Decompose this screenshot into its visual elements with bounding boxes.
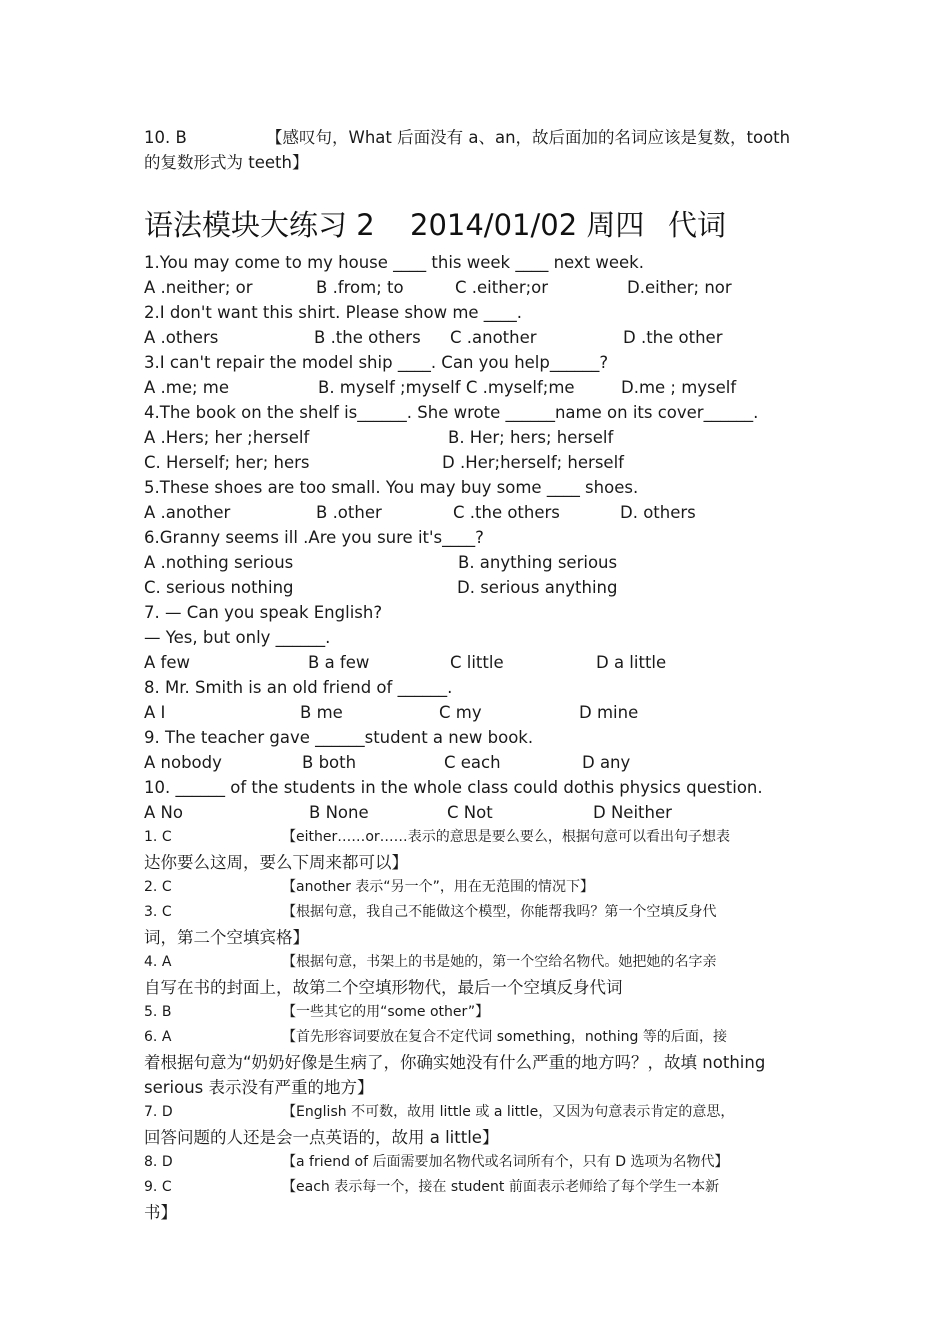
- option: D any: [582, 753, 631, 772]
- answer-explanation: 【感叹句，What 后面没有 a、an，故后面加的名词应该是复数，tooth: [266, 128, 791, 147]
- option: B me: [300, 703, 343, 722]
- answer-row: [0, 825, 950, 850]
- question-text: 2.I don't want this shirt. Please show me ____.: [144, 303, 523, 322]
- question-text: 5.These shoes are too small. You may buy some ____ shoes.: [144, 478, 639, 497]
- answer-number: 3. C: [144, 904, 172, 920]
- question-text: 3.I can't repair the model ship ____. Can you help______?: [144, 353, 609, 372]
- answer-number: 9. C: [144, 1179, 172, 1195]
- question-text: 6.Granny seems ill .Are you sure it's____?: [144, 528, 484, 547]
- option: C my: [439, 703, 482, 722]
- question-text-cont: — Yes, but only ______.: [144, 628, 331, 647]
- option: D.either; nor: [627, 278, 732, 297]
- option: D. others: [620, 503, 696, 522]
- answer-number: 4. A: [144, 954, 172, 970]
- answer-explanation-cont: 自写在书的封面上，故第二个空填形物代，最后一个空填反身代词: [144, 978, 623, 997]
- option: A nobody: [144, 753, 222, 772]
- option: A .me; me: [144, 378, 230, 397]
- answer-explanation: 【each 表示每一个，接在 student 前面表示老师给了每个学生一本新: [282, 1179, 720, 1195]
- option: B. anything serious: [458, 553, 618, 572]
- option: A I: [144, 703, 166, 722]
- answer-row: [0, 1000, 950, 1025]
- answer-number: 8. D: [144, 1154, 173, 1170]
- option: A .others: [144, 328, 219, 347]
- option: D. serious anything: [457, 578, 618, 597]
- answer-explanation: 【a friend of 后面需要加名物代或名词所有个，只有 D 选项为名物代】: [282, 1154, 729, 1170]
- answer-explanation-cont: 着根据句意为“奶奶好像是生病了，你确实她没有什么严重的地方吗？，故填 nothing: [144, 1053, 766, 1072]
- answer-row: [0, 1025, 950, 1050]
- option: D .Her;herself; herself: [442, 453, 624, 472]
- answer-explanation-cont: serious 表示没有严重的地方】: [144, 1078, 374, 1097]
- answer-explanation: 【another 表示“另一个”，用在无范围的情况下】: [282, 879, 595, 895]
- option: A few: [144, 653, 190, 672]
- answer-number: 7. D: [144, 1104, 173, 1120]
- option: D a little: [596, 653, 667, 672]
- option: C .either;or: [455, 278, 549, 297]
- answer-number: 2. C: [144, 879, 172, 895]
- option: C .another: [450, 328, 537, 347]
- option: B a few: [308, 653, 370, 672]
- option: B. myself ;myself C .myself;me: [318, 378, 575, 397]
- answer-explanation: 【一些其它的用“some other”】: [282, 1004, 490, 1020]
- option: C. Herself; her; hers: [144, 453, 310, 472]
- question-text: 7. — Can you speak English?: [144, 603, 383, 622]
- option: B. Her; hers; herself: [448, 428, 614, 447]
- answer-explanation: 【首先形容词要放在复合不定代词 something，nothing 等的后面，接: [282, 1029, 727, 1045]
- intro-line-cont: 的复数形式为 teeth】: [144, 153, 309, 172]
- option: C Not: [447, 803, 493, 822]
- option: C .the others: [453, 503, 560, 522]
- answer-number: 10. B: [144, 128, 187, 147]
- question-text: 10. ______ of the students in the whole class could dothis physics question.: [144, 778, 763, 797]
- option: B .from; to: [316, 278, 404, 297]
- answer-explanation-cont: 达你要么这周，要么下周来都可以】: [144, 853, 408, 872]
- answer-row: [0, 950, 950, 975]
- answer-row: [0, 875, 950, 900]
- option: A .nothing serious: [144, 553, 294, 572]
- question-text: 9. The teacher gave ______student a new book.: [144, 728, 534, 747]
- title-name: 语法模块大练习 2: [144, 208, 375, 242]
- answer-number: 1. C: [144, 829, 172, 845]
- answer-row: [0, 1150, 950, 1175]
- title-topic: 代词: [668, 208, 727, 242]
- answer-explanation-cont: 书】: [144, 1203, 177, 1222]
- option: A .another: [144, 503, 231, 522]
- option: D.me ; myself: [621, 378, 737, 397]
- answer-number: 5. B: [144, 1004, 172, 1020]
- option: A No: [144, 803, 183, 822]
- answer-explanation: 【根据句意，书架上的书是她的，第一个空给名物代。她把她的名字亲: [282, 954, 717, 970]
- answer-explanation-cont: 回答问题的人还是会一点英语的，故用 a little】: [144, 1128, 499, 1147]
- question-text: 1.You may come to my house ____ this week ____ next week.: [144, 253, 644, 272]
- option: A .neither; or: [144, 278, 253, 297]
- answer-explanation: 【根据句意，我自己不能做这个模型，你能帮我吗？第一个空填反身代: [282, 904, 717, 920]
- option: C each: [444, 753, 501, 772]
- option: B .the others: [314, 328, 421, 347]
- option: C little: [450, 653, 504, 672]
- option: D .the other: [623, 328, 723, 347]
- option: B both: [302, 753, 357, 772]
- option: B None: [309, 803, 369, 822]
- option: D Neither: [593, 803, 672, 822]
- answer-explanation: 【English 不可数，故用 little 或 a little，又因为句意表示肯定的意思，: [282, 1104, 735, 1120]
- option: A .Hers; her ;herself: [144, 428, 310, 447]
- answer-row: [0, 1100, 950, 1125]
- title-date: 2014/01/02 周四: [410, 208, 645, 242]
- question-text: 8. Mr. Smith is an old friend of ______.: [144, 678, 453, 697]
- option: C. serious nothing: [144, 578, 294, 597]
- answer-explanation-cont: 词，第二个空填宾格】: [144, 928, 309, 947]
- answer-explanation: 【either……or……表示的意思是要么要么，根据句意可以看出句子想表: [282, 829, 731, 845]
- answer-row: [0, 1175, 950, 1200]
- question-text: 4.The book on the shelf is______. She wrote ______name on its cover______.: [144, 403, 759, 422]
- option: D mine: [579, 703, 639, 722]
- answer-number: 6. A: [144, 1029, 172, 1045]
- answer-row: [0, 900, 950, 925]
- option: B .other: [316, 503, 382, 522]
